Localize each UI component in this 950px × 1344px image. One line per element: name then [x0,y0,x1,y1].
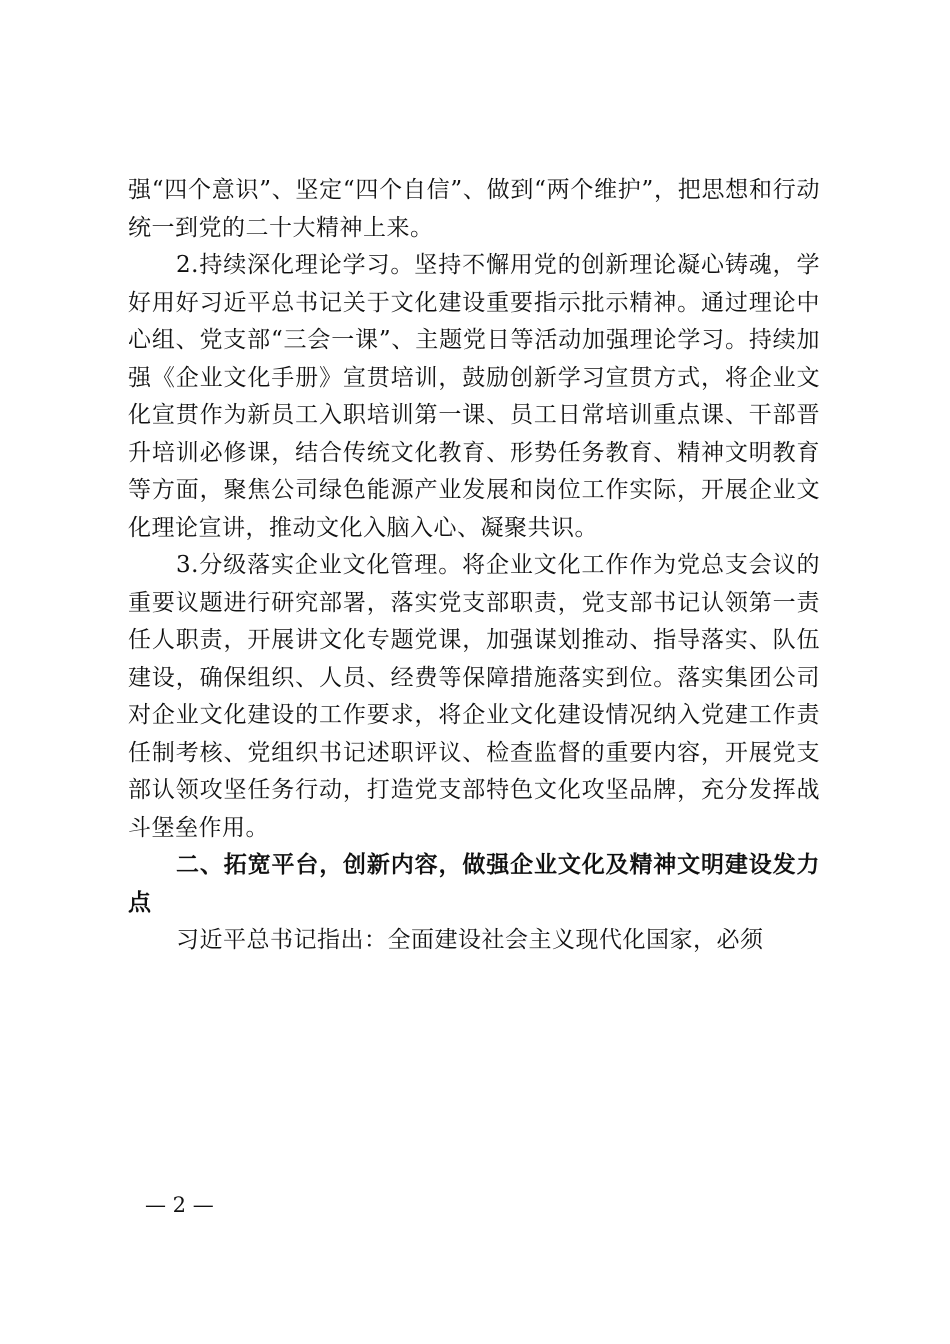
paragraph-quote-start: 习近平总书记指出：全面建设社会主义现代化国家，必须 [176,927,764,953]
body-text [128,172,820,960]
paragraph-continued: 强“四个意识”、坚定“四个自信”、做到“两个维护”，把思想和行动统一到党的二十大精神上来。 [128,177,820,241]
page-number: — 2 — [145,1193,214,1217]
paragraph-culture-management: 3.分级落实企业文化管理。将企业文化工作作为党总支会议的重要议题进行研究部署，落实党支部职责，党支部书记认领第一责任人职责，开展讲文化专题党课，加强谋划推动、指导落实、队伍建设，确保组织、人员、经费等保障措施落实到位。落实集团公司对企业文化建设的工作要求，将企业文化建设情况纳入党建工作责任制考核、党组织书记述职评议、检查监督的重要内容，开展党支部认领攻坚任务行动，打造党支部特色文化攻坚品牌，充分发挥战斗堡垒作用。 [128,552,820,841]
section-heading: 二、拓宽平台，创新内容，做强企业文化及精神文明建设发力点 [128,852,820,916]
paragraph-theory-study: 2.持续深化理论学习。坚持不懈用党的创新理论凝心铸魂，学好用好习近平总书记关于文化建设重要指示批示精神。通过理论中心组、党支部“三会一课”、主题党日等活动加强理论学习。持续加强《企业文化手册》宣贯培训，鼓励创新学习宣贯方式，将企业文化宣贯作为新员工入职培训第一课、员工日常培训重点课、干部晋升培训必修课，结合传统文化教育、形势任务教育、精神文明教育等方面，聚焦公司绿色能源产业发展和岗位工作实际，开展企业文化理论宣讲，推动文化入脑入心、凝聚共识。 [128,252,820,541]
